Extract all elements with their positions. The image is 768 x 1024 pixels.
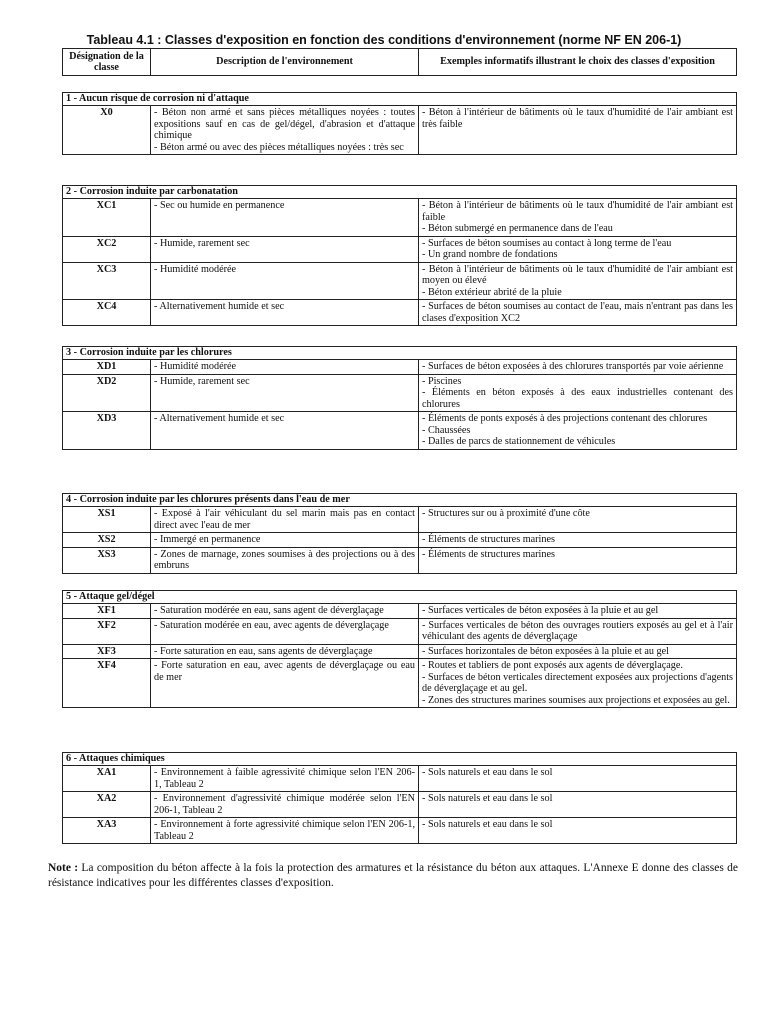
- table-row: [63, 262, 737, 300]
- table-row: [63, 766, 737, 792]
- table-title: Tableau 4.1 : Classes d'exposition en fonction des conditions d'environnement (norme NF EN 206-1): [86, 33, 682, 47]
- description-cell: [151, 818, 419, 844]
- class-code: XC3: [63, 262, 151, 300]
- table-row: [63, 360, 737, 375]
- note-label: Note :: [48, 862, 79, 874]
- table-row: [63, 412, 737, 450]
- examples-cell: [419, 618, 737, 644]
- example-line: - Éléments de ponts exposés à des projections contenant des chlorures: [422, 413, 708, 424]
- class-code: XS3: [63, 547, 151, 573]
- class-code: XC4: [63, 300, 151, 326]
- header-designation: Désignation de la classe: [63, 49, 151, 76]
- description-cell: [151, 644, 419, 659]
- description-line: - Environnement à forte agressivité chimique selon l'EN 206-1, Tableau 2: [154, 819, 415, 842]
- example-line: - Un grand nombre de fondations: [422, 249, 558, 260]
- example-line: - Éléments en béton exposés à des eaux industrielles contenant des chlorures: [422, 387, 734, 410]
- section-title: 5 - Attaque gel/dégel: [63, 591, 737, 604]
- description-cell: [151, 106, 419, 155]
- description-line: - Saturation modérée en eau, sans agent de déverglaçage: [154, 605, 384, 616]
- table-row: [63, 659, 737, 708]
- section-title: 4 - Corrosion induite par les chlorures présents dans l'eau de mer: [63, 494, 737, 507]
- class-code: X0: [63, 106, 151, 155]
- class-code: XA1: [63, 766, 151, 792]
- example-line: - Piscines: [422, 375, 462, 387]
- class-code: XF1: [63, 604, 151, 619]
- table-row: [63, 644, 737, 659]
- example-line: - Béton submergé en permanence dans de l'eau: [422, 223, 613, 234]
- description-line: - Immergé en permanence: [154, 534, 261, 545]
- examples-cell: [419, 659, 737, 708]
- example-line: - Chaussées: [422, 424, 471, 436]
- example-line: - Surfaces verticales de béton des ouvrages routiers exposés au gel et à l'air véhiculant des agents de déverglaçage: [422, 619, 733, 642]
- description-line: - Sec ou humide en permanence: [154, 200, 285, 211]
- examples-cell: [419, 604, 737, 619]
- example-line: - Surfaces de béton soumises au contact de l'eau, mais n'entrant pas dans les clases d'exposition XC2: [422, 301, 734, 324]
- examples-cell: [419, 507, 737, 533]
- table-row: [63, 236, 737, 262]
- example-line: - Routes et tabliers de pont exposés aux agents de déverglaçage.: [422, 660, 683, 671]
- example-line: - Sols naturels et eau dans le sol: [422, 793, 553, 804]
- description-cell: [151, 374, 419, 412]
- example-line: - Surfaces de béton exposées à des chlorures transportés par voie aérienne: [422, 361, 724, 372]
- description-line: - Environnement d'agressivité chimique modérée selon l'EN 206-1, Tableau 2: [154, 793, 415, 816]
- examples-cell: [419, 792, 737, 818]
- class-code: XD1: [63, 360, 151, 375]
- example-line: - Surfaces horizontales de béton exposées à la pluie et au gel: [422, 645, 669, 657]
- description-cell: [151, 300, 419, 326]
- examples-cell: [419, 412, 737, 450]
- description-line: - Saturation modérée en eau, avec agents de déverglaçage: [154, 619, 389, 631]
- table-row: [63, 818, 737, 844]
- class-code: XC1: [63, 199, 151, 237]
- example-line: - Sols naturels et eau dans le sol: [422, 819, 553, 830]
- description-line: - Béton non armé et sans pièces métalliques noyées : toutes expositions sauf en cas de gel/dégel, d'abrasion et d'attaque chimique: [154, 107, 415, 141]
- header-examples: Exemples informatifs illustrant le choix des classes d'exposition: [419, 49, 737, 76]
- table-row: [63, 604, 737, 619]
- examples-cell: [419, 818, 737, 844]
- section-table: [62, 185, 737, 326]
- class-code: XD3: [63, 412, 151, 450]
- example-line: - Béton à l'intérieur de bâtiments où le taux d'humidité de l'air ambiant est faible: [422, 200, 734, 223]
- description-cell: [151, 412, 419, 450]
- class-code: XS1: [63, 507, 151, 533]
- header-description: Description de l'environnement: [151, 49, 419, 76]
- description-cell: [151, 792, 419, 818]
- table-row: [63, 507, 737, 533]
- examples-cell: [419, 533, 737, 548]
- description-line: - Béton armé ou avec des pièces métalliques noyées : très sec: [154, 141, 404, 153]
- example-line: - Zones des structures marines soumises aux projections et exposées au gel.: [422, 694, 730, 706]
- examples-cell: [419, 106, 737, 155]
- class-code: XA2: [63, 792, 151, 818]
- example-line: - Surfaces de béton soumises au contact à long terme de l'eau: [422, 237, 672, 249]
- examples-cell: [419, 547, 737, 573]
- description-cell: [151, 360, 419, 375]
- description-line: - Humidité modérée: [154, 263, 237, 275]
- table-row: [63, 792, 737, 818]
- example-line: - Dalles de parcs de stationnement de véhicules: [422, 436, 616, 447]
- description-cell: [151, 618, 419, 644]
- section-title: 2 - Corrosion induite par carbonatation: [63, 186, 737, 199]
- example-line: - Surfaces verticales de béton exposées à la pluie et au gel: [422, 605, 659, 616]
- example-line: - Béton extérieur abrité de la pluie: [422, 286, 562, 298]
- description-cell: [151, 659, 419, 708]
- description-cell: [151, 199, 419, 237]
- description-line: - Forte saturation en eau, avec agents de déverglaçage ou eau de mer: [154, 660, 415, 683]
- table-row: [63, 106, 737, 155]
- examples-cell: [419, 644, 737, 659]
- section-table: [62, 590, 737, 708]
- table-row: [63, 300, 737, 326]
- description-line: - Alternativement humide et sec: [154, 301, 285, 312]
- section-title: 1 - Aucun risque de corrosion ni d'attaque: [63, 93, 737, 106]
- table-row: [63, 547, 737, 573]
- description-line: - Environnement à faible agressivité chimique selon l'EN 206-1, Tableau 2: [154, 767, 415, 790]
- description-line: - Zones de marnage, zones soumises à des projections ou à des embruns: [154, 548, 415, 571]
- examples-cell: [419, 374, 737, 412]
- table-row: [63, 533, 737, 548]
- class-code: XD2: [63, 374, 151, 412]
- description-line: - Humide, rarement sec: [154, 375, 250, 387]
- examples-cell: [419, 199, 737, 237]
- class-code: XF2: [63, 618, 151, 644]
- example-line: - Structures sur ou à proximité d'une côte: [422, 508, 590, 519]
- table-row: [63, 618, 737, 644]
- description-cell: [151, 533, 419, 548]
- description-line: - Humidité modérée: [154, 361, 237, 372]
- example-line: - Béton à l'intérieur de bâtiments où le taux d'humidité de l'air ambiant est moyen ou élevé: [422, 263, 734, 286]
- description-cell: [151, 507, 419, 533]
- examples-cell: [419, 262, 737, 300]
- class-code: XS2: [63, 533, 151, 548]
- header-table: [62, 48, 737, 76]
- section-title: 6 - Attaques chimiques: [63, 753, 737, 766]
- description-line: - Humide, rarement sec: [154, 237, 250, 249]
- examples-cell: [419, 236, 737, 262]
- description-cell: [151, 262, 419, 300]
- table-row: [63, 374, 737, 412]
- note-paragraph: [48, 861, 738, 891]
- description-line: - Forte saturation en eau, sans agents de déverglaçage: [154, 645, 373, 657]
- class-code: XC2: [63, 236, 151, 262]
- example-line: - Éléments de structures marines: [422, 534, 555, 545]
- section-table: [62, 493, 737, 574]
- example-line: - Sols naturels et eau dans le sol: [422, 767, 553, 778]
- description-line: - Exposé à l'air véhiculant du sel marin mais pas en contact direct avec l'eau de mer: [154, 508, 415, 531]
- class-code: XF4: [63, 659, 151, 708]
- table-row: [63, 199, 737, 237]
- example-line: - Surfaces de béton verticales directement exposées aux projections d'agents de déverglaçage et au gel.: [422, 671, 733, 694]
- examples-cell: [419, 300, 737, 326]
- examples-cell: [419, 766, 737, 792]
- section-table: [62, 346, 737, 450]
- description-cell: [151, 547, 419, 573]
- description-cell: [151, 766, 419, 792]
- description-line: - Alternativement humide et sec: [154, 413, 285, 424]
- description-cell: [151, 604, 419, 619]
- section-table: [62, 92, 737, 155]
- section-title: 3 - Corrosion induite par les chlorures: [63, 347, 737, 360]
- section-table: [62, 752, 737, 844]
- example-line: - Éléments de structures marines: [422, 548, 555, 560]
- example-line: - Béton à l'intérieur de bâtiments où le taux d'humidité de l'air ambiant est très faible: [422, 107, 733, 130]
- description-cell: [151, 236, 419, 262]
- class-code: XF3: [63, 644, 151, 659]
- class-code: XA3: [63, 818, 151, 844]
- note-text: La composition du béton affecte à la fois la protection des armatures et la résistance du béton aux attaques. L'Annexe E donne des classes de résistance indicatives pour les différentes classes d'exposition.: [48, 862, 738, 889]
- examples-cell: [419, 360, 737, 375]
